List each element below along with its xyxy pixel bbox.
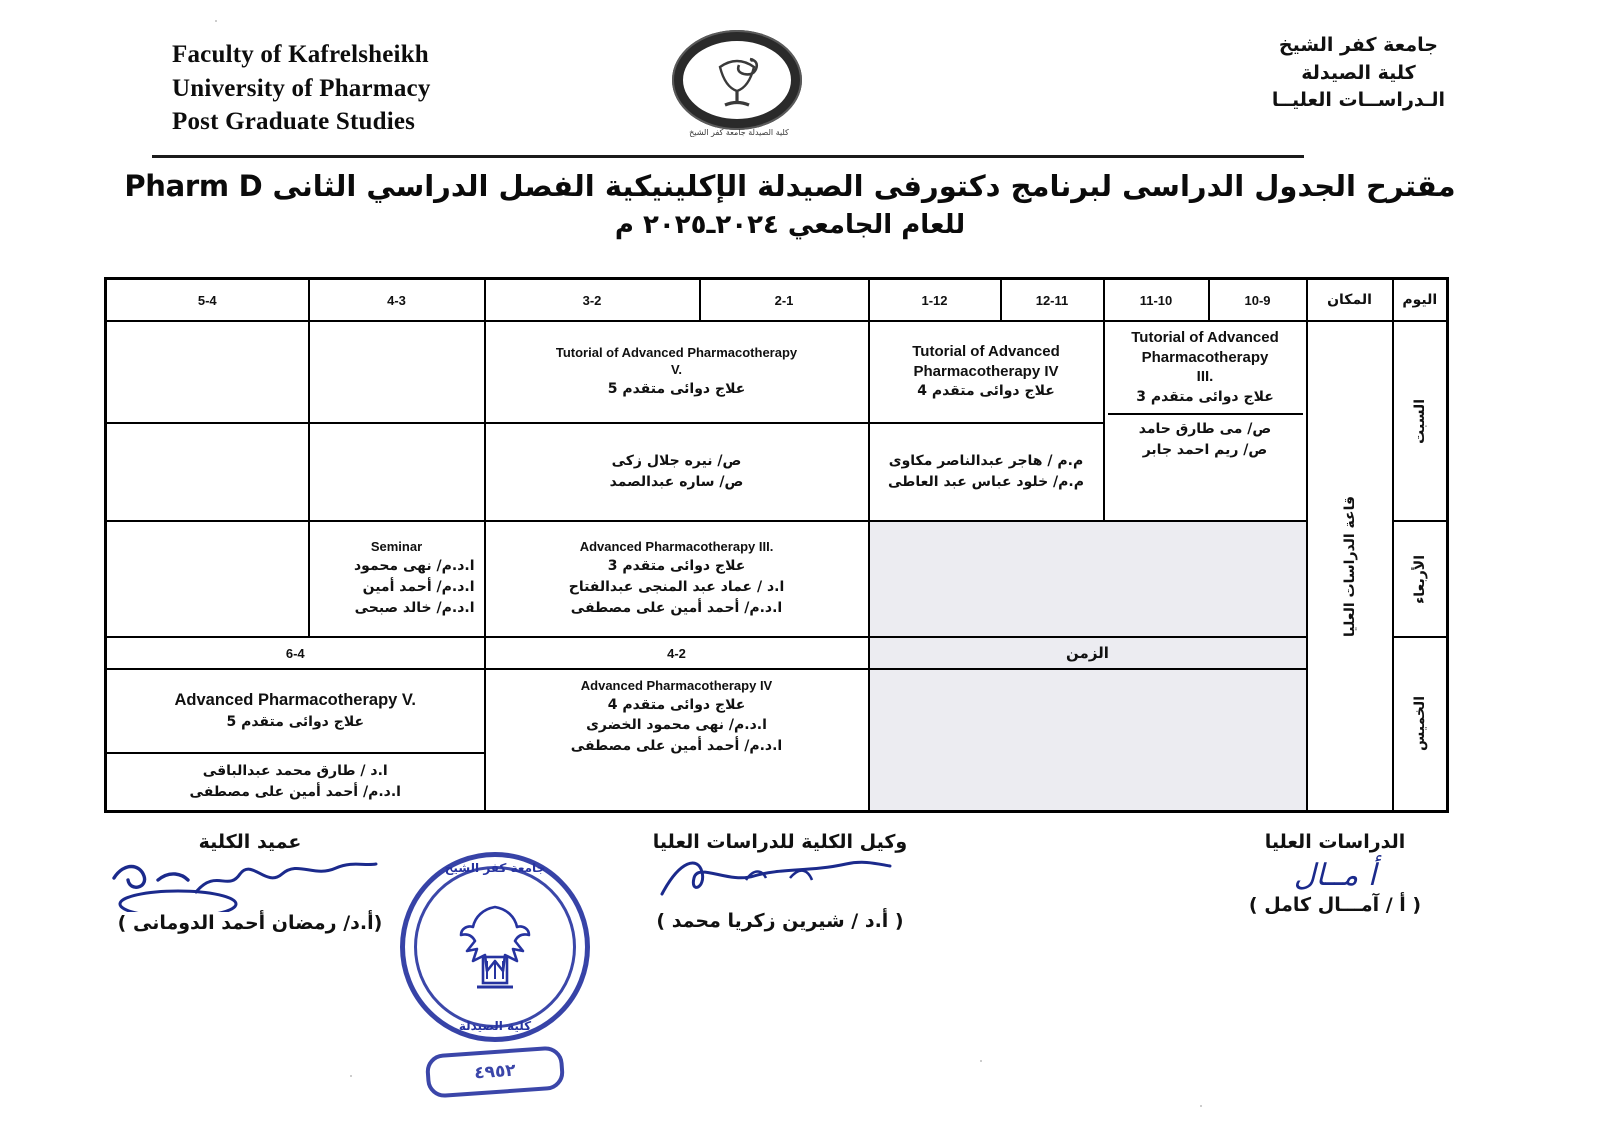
handwritten-signature-icon bbox=[650, 854, 900, 900]
arabic-header-line-2: كلية الصيدلة bbox=[1301, 61, 1416, 84]
staff-name: م.م/ خلود عباس عبد العاطى bbox=[888, 474, 1084, 490]
signature-name: (أ.د/ رمضان أحمد الدومانى ) bbox=[117, 911, 383, 934]
staff-name: ص/ ساره عبدالصمد bbox=[609, 474, 744, 490]
empty-cell-wed-5-4 bbox=[106, 521, 309, 637]
thursday-row bbox=[106, 669, 1448, 812]
course-title-ar: علاج دوائى متقدم 4 bbox=[917, 383, 1055, 400]
english-institution-header bbox=[172, 38, 431, 139]
col-header-12-11: 12-11 bbox=[1001, 279, 1104, 322]
course-title-ar: علاج دوائى متقدم 5 bbox=[607, 380, 746, 397]
page-title bbox=[120, 168, 1460, 243]
course-title-en: Advanced Pharmacotherapy V. bbox=[174, 691, 416, 710]
course-tutorial-adv-pharmacotherapy-iii bbox=[1104, 321, 1307, 521]
scan-speck bbox=[350, 1075, 352, 1077]
day-label-thursday: الخميس bbox=[1411, 696, 1428, 752]
header-divider bbox=[152, 155, 1304, 158]
subheader-6-4: 6-4 bbox=[106, 637, 485, 669]
signature-footer bbox=[0, 830, 1600, 1084]
time-subheader-row bbox=[106, 637, 1448, 669]
course-seminar bbox=[309, 521, 485, 637]
empty-cell-sat-5-4 bbox=[106, 321, 309, 423]
place-label: قاعة الدراسات العليا bbox=[1341, 495, 1358, 637]
col-header-5-4: 5-4 bbox=[106, 279, 309, 322]
staff-list-adv-pharmacotherapy-v bbox=[485, 423, 869, 521]
col-header-place: المكان bbox=[1307, 279, 1393, 322]
empty-cell-sat2-5-4 bbox=[106, 423, 309, 521]
course-advanced-pharmacotherapy-iv bbox=[485, 669, 869, 812]
course-advanced-pharmacotherapy-v-block bbox=[106, 669, 485, 812]
place-cell bbox=[1307, 321, 1393, 812]
staff-name: ص/ ريم احمد جابر bbox=[1142, 441, 1268, 458]
course-advanced-pharmacotherapy-iii bbox=[485, 521, 869, 637]
signature-vice-dean bbox=[640, 830, 920, 933]
col-header-3-2: 3-2 bbox=[485, 279, 700, 322]
english-header-line-3: Post Graduate Studies bbox=[172, 108, 416, 135]
day-cell-wednesday bbox=[1393, 521, 1448, 637]
staff-name: ا.د / عماد عبد المنجى عبدالفتاح bbox=[568, 578, 785, 595]
course-title-en-line3: III. bbox=[1196, 368, 1214, 385]
staff-name: ا.د.م/ نهى محمود الخضرى bbox=[586, 717, 767, 734]
wednesday-row bbox=[106, 521, 1448, 637]
empty-cell-sat2-4-3 bbox=[309, 423, 485, 521]
staff-name: م.م / هاجر عبدالناصر مكاوى bbox=[888, 453, 1084, 469]
day-cell-thursday bbox=[1393, 637, 1448, 812]
english-header-line-2: University of Pharmacy bbox=[172, 74, 431, 102]
scan-speck bbox=[980, 1060, 982, 1062]
document-header bbox=[0, 0, 1600, 150]
english-header-line-1: Faculty of Kafrelsheikh bbox=[172, 41, 429, 68]
signature-dean bbox=[100, 830, 400, 935]
schedule-table bbox=[104, 277, 1449, 813]
empty-shaded-cell-thursday bbox=[869, 669, 1307, 812]
course-title-ar: علاج دوائى متقدم 3 bbox=[1136, 388, 1274, 405]
course-title-en-line1: Tutorial of Advanced Pharmacotherapy bbox=[555, 344, 798, 360]
staff-name: ص/ نيره جلال زكى bbox=[611, 453, 742, 469]
col-header-10-9: 10-9 bbox=[1209, 279, 1307, 322]
staff-name: ص/ مى طارق حامد bbox=[1138, 420, 1272, 437]
signature-role: وكيل الكلية للدراسات العليا bbox=[652, 831, 908, 853]
course-title-en-line2: Pharmacotherapy IV bbox=[913, 362, 1059, 380]
signature-name: ( أ.د / شيرين زكريا محمد ) bbox=[656, 909, 904, 932]
col-header-11-10: 11-10 bbox=[1104, 279, 1209, 322]
course-title-en: Advanced Pharmacotherapy III. bbox=[579, 539, 774, 555]
staff-name: ا.د.م/ خالد صبحى bbox=[354, 599, 475, 616]
seal-caption: كلية الصيدلة جامعة كفر الشيخ bbox=[689, 128, 789, 137]
course-title-en-line1: Tutorial of Advanced bbox=[1131, 329, 1279, 346]
staff-name: ا.د.م/ أحمد أمين bbox=[362, 578, 475, 595]
seminar-title-en: Seminar bbox=[370, 539, 423, 555]
day-label-wednesday: الأربعاء bbox=[1411, 554, 1428, 604]
signature-name: ( أ / آمـــال كامل ) bbox=[1248, 893, 1422, 916]
course-title-ar: علاج دوائى متقدم 3 bbox=[607, 558, 746, 575]
signature-mark: أ مــال bbox=[1293, 857, 1377, 893]
arabic-header-line-1: جامعة كفر الشيخ bbox=[1278, 34, 1438, 56]
title-line-1: مقترح الجدول الدراسى لبرنامج دكتورفى الصيدلة الإكلينيكية الفصل الدراسي الثانى Pharm D bbox=[124, 169, 1456, 203]
arabic-header-line-3: الـدراســات العليــا bbox=[1271, 89, 1445, 112]
staff-name: ا.د.م/ أحمد أمين على مصطفى bbox=[189, 784, 401, 800]
course-title-ar: علاج دوائى متقدم 4 bbox=[607, 696, 746, 713]
signature-postgraduate-studies bbox=[1220, 830, 1450, 917]
title-line-2: للعام الجامعي ٢٠٢٤ـ٢٠٢٥ م bbox=[614, 210, 966, 241]
course-tutorial-adv-pharmacotherapy-v bbox=[485, 321, 869, 423]
staff-list-adv-pharmacotherapy-iv bbox=[869, 423, 1104, 521]
schedule-table-container bbox=[104, 277, 1446, 813]
course-tutorial-adv-pharmacotherapy-iv bbox=[869, 321, 1104, 423]
col-header-2-1: 2-1 bbox=[700, 279, 869, 322]
faculty-of-pharmacy-seal-icon bbox=[672, 30, 802, 130]
empty-cell-sat-4-3 bbox=[309, 321, 485, 423]
official-stamp-icon bbox=[400, 852, 590, 1084]
scan-speck bbox=[1200, 1105, 1202, 1107]
signature-role: الدراسات العليا bbox=[1264, 831, 1406, 853]
handwritten-signature-icon bbox=[100, 852, 390, 912]
col-header-day: اليوم bbox=[1393, 279, 1448, 322]
subheader-4-2: 4-2 bbox=[485, 637, 869, 669]
stamp-top-text: جامعة كفر الشيخ bbox=[444, 861, 546, 875]
staff-name: ا.د.م/ نهى محمود bbox=[353, 557, 475, 574]
course-title-en-line2: V. bbox=[670, 361, 683, 377]
day-cell-saturday bbox=[1393, 321, 1448, 521]
staff-name: ا.د / طارق محمد عبدالباقى bbox=[202, 763, 388, 779]
saturday-course-row bbox=[106, 321, 1448, 423]
course-title-ar: علاج دوائى متقدم 5 bbox=[226, 713, 365, 730]
staff-name: ا.د.م/ أحمد أمين على مصطفى bbox=[570, 599, 783, 616]
stamp-number: ٤٩٥٢ bbox=[425, 1045, 566, 1099]
subheader-time: الزمن bbox=[869, 637, 1307, 669]
arabic-institution-header bbox=[1272, 32, 1445, 115]
course-title-en: Advanced Pharmacotherapy IV bbox=[580, 678, 773, 693]
table-header-row bbox=[106, 279, 1448, 322]
signature-role: عميد الكلية bbox=[198, 831, 302, 853]
day-label-saturday: السبت bbox=[1411, 398, 1428, 444]
empty-shaded-cell-wednesday bbox=[869, 521, 1307, 637]
col-header-1-12: 1-12 bbox=[869, 279, 1001, 322]
staff-name: ا.د.م/ أحمد أمين على مصطفى bbox=[570, 738, 783, 755]
course-title-en-line1: Tutorial of Advanced bbox=[912, 343, 1060, 361]
course-title-en-line2: Pharmacotherapy bbox=[1141, 348, 1269, 366]
col-header-4-3: 4-3 bbox=[309, 279, 485, 322]
stamp-bottom-text: كلية الصيدلة bbox=[458, 1019, 532, 1033]
scan-speck bbox=[215, 20, 217, 22]
